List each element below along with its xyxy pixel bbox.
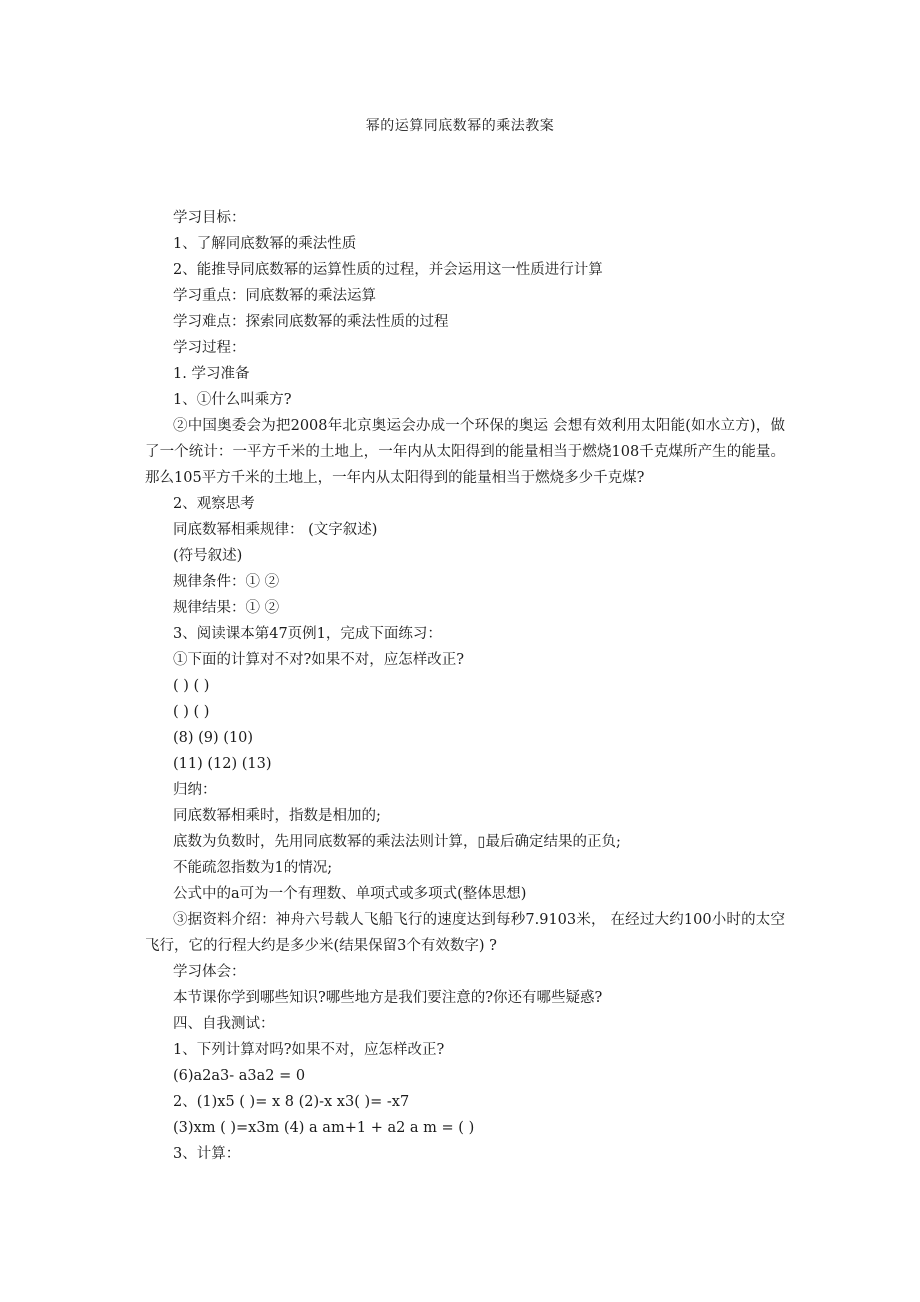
exercise-row: ( ) ( ) [173, 704, 210, 720]
test-item-2-cont: (3)xm ( )=x3m (4) a am+1 + a2 a m = ( ) [173, 1120, 475, 1136]
self-test-heading: 四、自我测试： [173, 1016, 275, 1032]
section-heading-objectives: 学习目标： [173, 210, 246, 226]
summary-item: 同底数幂相乘时，指数是相加的; [173, 808, 381, 824]
question-power: 1、①什么叫乘方? [173, 392, 292, 408]
reflection-question: 本节课你学到哪些知识?哪些地方是我们要注意的?你还有哪些疑惑? [173, 990, 603, 1006]
paragraph-olympics: ②中国奥委会为把2008年北京奥运会办成一个环保的奥运 会想有效利用太阳能(如水立方)，做了一个统计：一平方千米的土地上，一年内从太阳得到的能量相当于燃烧108千克煤所产生的能量。那么105平方千米的土地上，一年内从太阳得到的能量相当于燃烧多少千克煤? [145, 418, 785, 486]
paragraph-spaceship: ③据资料介绍：神舟六号载人飞船飞行的速度达到每秒7.9103米， 在经过大约100小时的太空飞行，它的行程大约是多少米(结果保留3个有效数字) ? [145, 912, 785, 954]
document-body [145, 205, 785, 1167]
exercise-row: (11) (12) (13) [173, 756, 272, 772]
objective-item-1: 1、了解同底数幂的乘法性质 [173, 236, 357, 252]
reflection-heading: 学习体会： [173, 964, 246, 980]
test-expression: (6)a2a3- a3a2 = 0 [173, 1068, 306, 1084]
difficult-point: 学习难点：探索同底数幂的乘法性质的过程 [173, 314, 449, 330]
reading-task: 3、阅读课本第47页例1，完成下面练习： [173, 626, 442, 642]
document-title: 幂的运算同底数幂的乘法教案 [365, 118, 555, 134]
exercise-question: ①下面的计算对不对?如果不对，应怎样改正? [173, 652, 465, 668]
test-item-3: 3、计算： [173, 1146, 241, 1162]
summary-item: 底数为负数时，先用同底数幂的乘法法则计算，▯最后确定结果的正负; [173, 834, 621, 850]
summary-item: 不能疏忽指数为1的情况; [173, 860, 333, 876]
test-item-1: 1、下列计算对吗?如果不对，应怎样改正? [173, 1042, 445, 1058]
rule-symbol-description: (符号叙述) [173, 548, 243, 564]
subsection-preparation: 1. 学习准备 [173, 366, 250, 382]
exercise-row: (8) (9) (10) [173, 730, 254, 746]
key-point: 学习重点：同底数幂的乘法运算 [173, 288, 376, 304]
rule-conditions: 规律条件：① ② [173, 574, 280, 590]
summary-item: 公式中的a可为一个有理数、单项式或多项式(整体思想) [173, 886, 527, 902]
rule-results: 规律结果：① ② [173, 600, 280, 616]
exercise-row: ( ) ( ) [173, 678, 210, 694]
summary-heading: 归纳： [173, 782, 217, 798]
section-heading-process: 学习过程： [173, 340, 246, 356]
rule-text-description: 同底数幂相乘规律： (文字叙述) [173, 522, 378, 538]
test-item-2: 2、(1)x5 ( )= x 8 (2)-x x3( )= -x7 [173, 1094, 410, 1110]
subsection-observe: 2、观察思考 [173, 496, 255, 512]
objective-item-2: 2、能推导同底数幂的运算性质的过程，并会运用这一性质进行计算 [173, 262, 603, 278]
